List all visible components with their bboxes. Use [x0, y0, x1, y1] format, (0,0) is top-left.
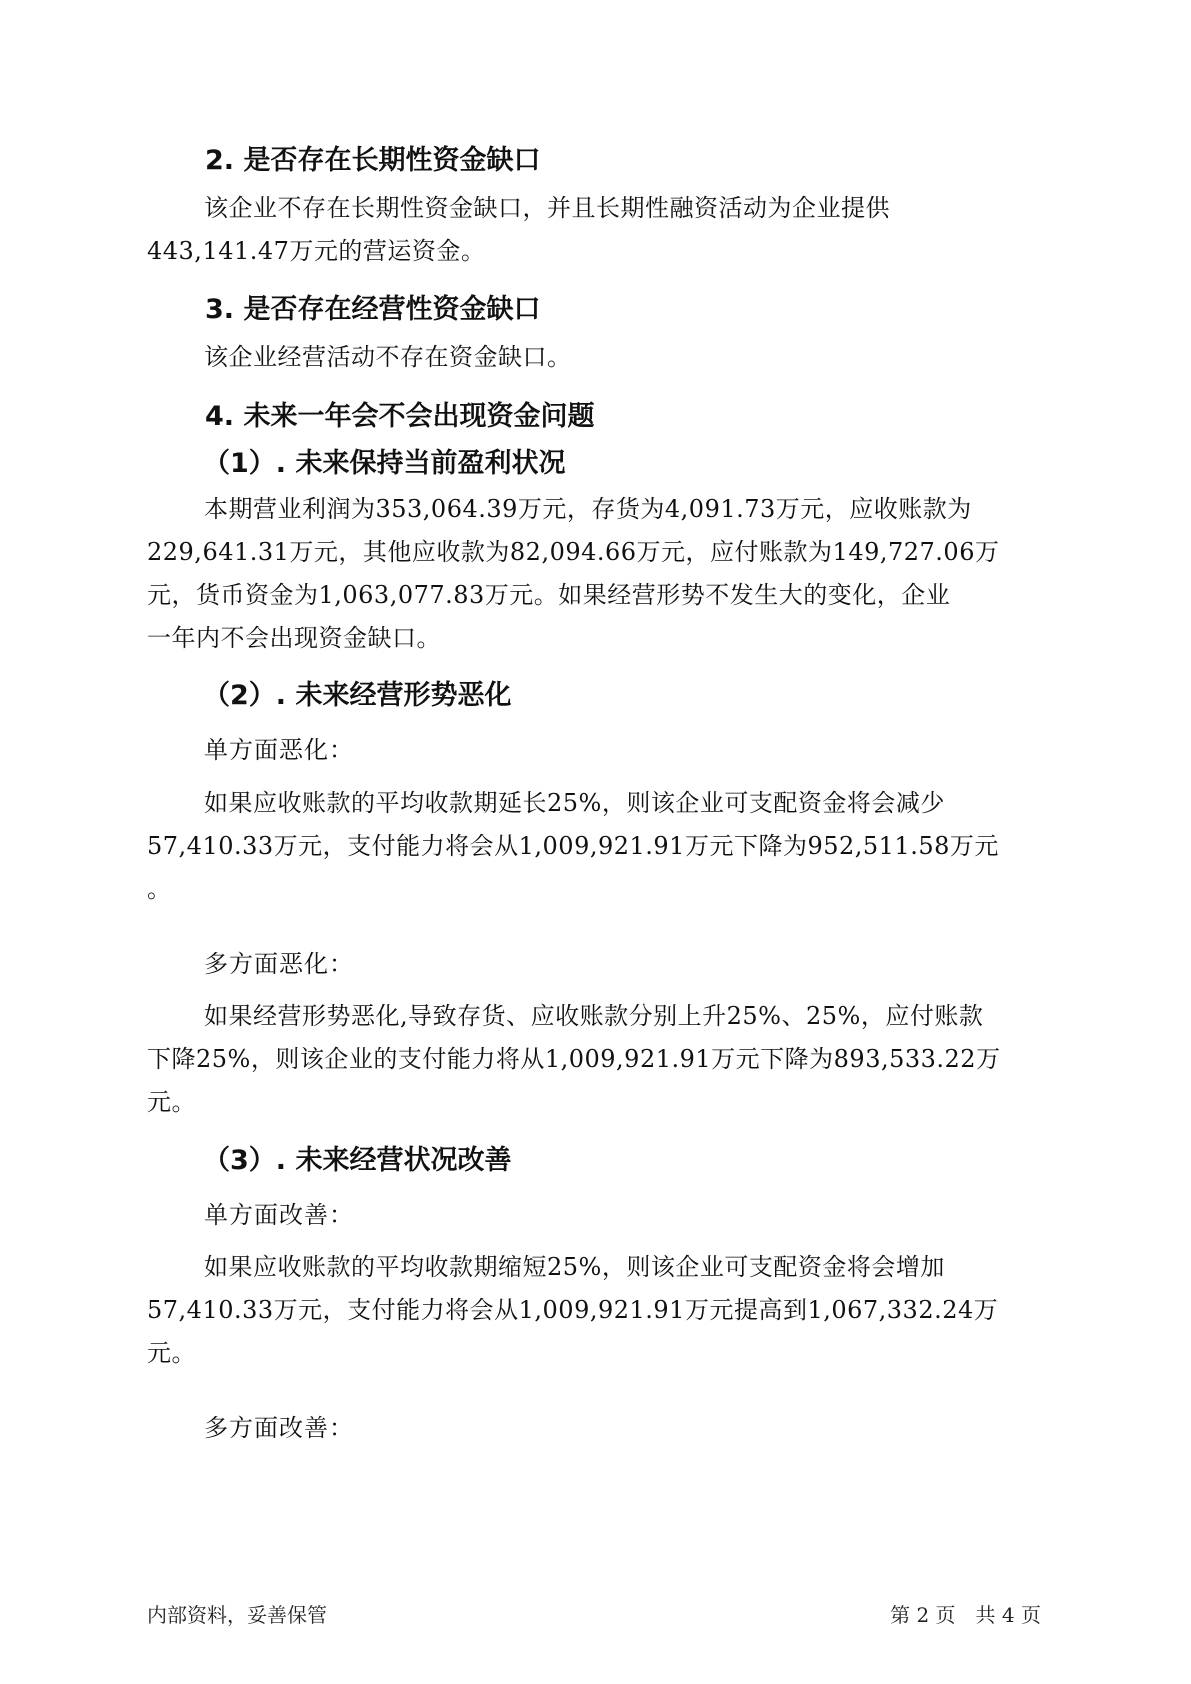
multi-improvement-label: 多方面改善： — [204, 1414, 354, 1442]
paragraph-line: 元。 — [147, 1088, 196, 1116]
paragraph-line: 一年内不会出现资金缺口。 — [147, 624, 441, 652]
subsection-1-paragraph — [147, 488, 1052, 660]
single-deterioration-label: 单方面恶化： — [204, 736, 354, 764]
paragraph-line: 如果经营形势恶化,导致存货、应收账款分别上升25%、25%，应付账款 — [204, 1002, 984, 1030]
section-3-paragraph — [147, 336, 1052, 379]
multi-deterioration-label: 多方面恶化： — [204, 950, 354, 978]
section-2-heading: 2. 是否存在长期性资金缺口 — [205, 145, 541, 176]
single-deterioration-paragraph — [147, 782, 1052, 911]
paragraph-line: 该企业经营活动不存在资金缺口。 — [204, 343, 572, 371]
subsection-3-heading: （3）. 未来经营状况改善 — [203, 1145, 512, 1176]
paragraph-line: 元。 — [147, 1339, 196, 1367]
paragraph-line: 如果应收账款的平均收款期延长25%，则该企业可支配资金将会减少 — [204, 789, 945, 817]
paragraph-line: 57,410.33万元，支付能力将会从1,009,921.91万元下降为952,511.58万元 — [147, 832, 999, 860]
paragraph-line: 元，货币资金为1,063,077.83万元。如果经营形势不发生大的变化，企业 — [147, 581, 951, 609]
subsection-1-heading: （1）. 未来保持当前盈利状况 — [203, 448, 566, 479]
section-3-heading: 3. 是否存在经营性资金缺口 — [205, 294, 541, 325]
section-4-heading: 4. 未来一年会不会出现资金问题 — [205, 401, 595, 432]
paragraph-line: 如果应收账款的平均收款期缩短25%，则该企业可支配资金将会增加 — [204, 1253, 945, 1281]
paragraph-line: 该企业不存在长期性资金缺口，并且长期性融资活动为企业提供 — [204, 194, 890, 222]
paragraph-line: 57,410.33万元，支付能力将会从1,009,921.91万元提高到1,067,332.24万 — [147, 1296, 999, 1324]
footer-page-number: 第 2 页 共 4 页 — [890, 1603, 1041, 1627]
paragraph-line: 443,141.47万元的营运资金。 — [147, 237, 486, 265]
paragraph-line: 本期营业利润为353,064.39万元，存货为4,091.73万元，应收账款为 — [204, 495, 972, 523]
section-2-paragraph — [147, 187, 1052, 273]
paragraph-line: 229,641.31万元，其他应收款为82,094.66万元，应付账款为149,727.06万 — [147, 538, 1000, 566]
single-improvement-paragraph — [147, 1246, 1052, 1375]
multi-deterioration-paragraph — [147, 995, 1052, 1124]
paragraph-line: 下降25%，则该企业的支付能力将从1,009,921.91万元下降为893,533.22万 — [147, 1045, 1001, 1073]
subsection-2-heading: （2）. 未来经营形势恶化 — [203, 680, 512, 711]
footer-left: 内部资料，妥善保管 — [147, 1603, 327, 1627]
paragraph-line: 。 — [147, 875, 172, 903]
single-improvement-label: 单方面改善： — [204, 1201, 354, 1229]
